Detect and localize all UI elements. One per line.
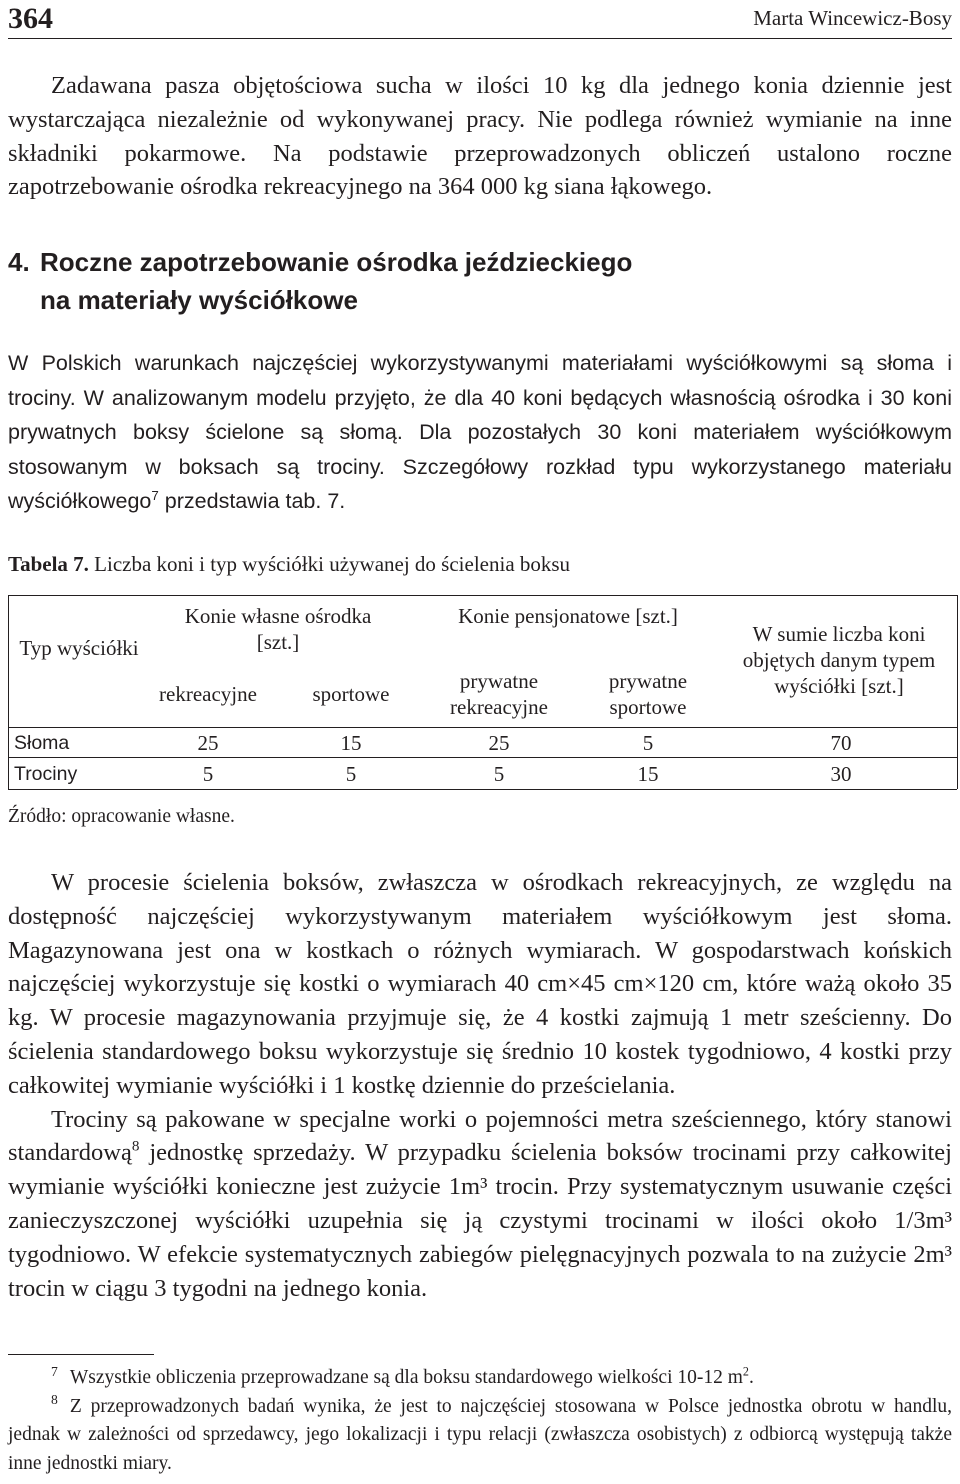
footnotes <box>8 1364 952 1478</box>
section-paragraph-main: W Polskich warunkach najczęściej wykorzystywanymi materiałami wyściółkowymi są słoma i trociny. W analizowanym modelu przyjęto, że dla 40 koni będących własnością ośrodka i 30 koni prywatnych boksy ścielone są słomą. Dla pozostałych 30 koni materiałem wyściółkowym stosowanym w boksach są trociny. Szczegółowy rozkład typu wykorzystanego materiału wyściółkowego <box>8 351 952 514</box>
footnote-7 <box>8 1364 952 1393</box>
section-paragraph-tail: przedstawia tab. 7. <box>158 489 346 514</box>
table-header-boarding-horses: Konie pensjonatowe [szt.] <box>458 604 678 628</box>
table-cell: 25 <box>488 731 510 755</box>
paragraph-sawdust-b: jednostkę sprzedaży. W przypadku ścielenia boksów trocinami przy całkowitej wymianie wyściółki konieczne jest zużycie 1m³ trocin. Przy systematycznym usuwanie części zanieczyszczonej wyściółki uzupełnia się ją czystymi trocinami w ilości około 1/3m³ tygodniowo. W efekcie systematycznych zabiegów pielęgnacyjnych pozwala to na zużycie 2m³ trocin w ciągu 3 tygodni na jednego konia. <box>8 1139 952 1302</box>
footnote-end: . <box>748 1367 754 1388</box>
paragraph-sawdust-a: Trociny są pakowane w specjalne worki o pojemności metra sześciennego, który stanowi standardową <box>8 1105 952 1167</box>
table-cell: 5 <box>493 762 505 786</box>
body-paragraphs <box>8 866 952 1305</box>
table-cell: 70 <box>830 731 852 755</box>
table-subheader-private-sport: prywatne sportowe <box>608 669 688 719</box>
data-table <box>8 595 957 792</box>
footnote-text: Z przeprowadzonych badań wynika, że jest to najczęściej stosowana w Polsce jednostka obrotu w handlu, jednak w zależności od sprzedawcy, jego lokalizacji i typu relacji (zwłaszcza osobistych) z odbiorcą występują także inne jednostki miary. <box>8 1395 952 1474</box>
table-subheader-recreational: rekreacyjne <box>159 682 257 706</box>
footnote-superscript: 2 <box>742 1364 749 1379</box>
section-paragraph-block <box>8 346 952 519</box>
table-cell: 5 <box>202 762 214 786</box>
table-cell: 5 <box>642 731 654 755</box>
table-cell: 15 <box>637 762 659 786</box>
table-header-type: Typ wyściółki <box>19 636 139 660</box>
footnote-8 <box>8 1393 952 1479</box>
footnote-mark: 8 <box>51 1392 58 1408</box>
table-cell: 5 <box>345 762 357 786</box>
paragraph-straw: W procesie ścielenia boksów, zwłaszcza w ośrodkach rekreacyjnych, ze względu na dostępność najczęściej wykorzystywanym materiałem wyściółkowym jest słoma. Magazynowana jest ona w kostkach o różnych wymiarach. W gospodarstwach końskich najczęściej wykorzystuje się kostki o wymiarach 40 cm×45 cm×120 cm, które ważą około 35 kg. W procesie magazynowania przyjmuje się, że 4 kostki zajmują 1 metr sześcienny. Do ścielenia standardowego boksu wykorzystuje się średnio 10 kostek tygodniowo, 4 kostki przy całkowitej wymianie wyściółki i 1 kostkę dziennie do prześcielania. <box>8 869 952 1099</box>
table-cell: 15 <box>340 731 362 755</box>
section-heading <box>8 243 952 319</box>
table-header-own-horses: Konie własne ośrodka [szt.] <box>184 604 372 654</box>
footnote-separator <box>8 1354 154 1355</box>
page-number: 364 <box>8 2 53 35</box>
running-header <box>8 0 952 39</box>
running-author: Marta Wincewicz-Bosy <box>753 6 952 30</box>
table-header-total: W sumie liczba koni objętych danym typem wyściółki [szt.] <box>742 622 936 698</box>
footnote-ref-8: 8 <box>131 1137 140 1155</box>
section-title-line2: na materiały wyściółkowe <box>40 285 358 315</box>
table-cell: 30 <box>830 762 852 786</box>
section-number: 4. <box>8 247 30 277</box>
table-row-straw-type: Słoma <box>14 732 70 754</box>
intro-paragraph: Zadawana pasza objętościowa sucha w ilości 10 kg dla jednego konia dziennie jest wystarczająca niezależnie od wykonywanej pracy. Nie podlega również wymianie na inne składniki pokarmowe. Na podstawie przeprowadzonych obliczeń ustalono roczne zapotrzebowanie ośrodka rekreacyjnego na 364 000 kg siana łąkowego. <box>8 72 952 201</box>
table-row-sawdust-type: Trociny <box>14 763 78 785</box>
table-source: Źródło: opracowanie własne. <box>8 806 235 827</box>
paragraph-sawdust <box>8 1103 952 1306</box>
footnote-mark: 7 <box>51 1363 58 1379</box>
table-caption-label: Tabela 7. <box>8 552 89 576</box>
table-subheader-private-recreational: prywatne rekreacyjne <box>450 669 548 719</box>
table-cell: 25 <box>197 731 219 755</box>
intro-paragraph-block <box>8 69 952 204</box>
table-subheader-sport: sportowe <box>312 682 390 706</box>
table-caption <box>8 551 952 577</box>
section-title <box>8 243 952 319</box>
table-caption-text: Liczba koni i typ wyściółki używanej do ścielenia boksu <box>88 552 571 576</box>
section-paragraph <box>8 346 952 519</box>
section-title-line1: Roczne zapotrzebowanie ośrodka jeździeckiego <box>40 247 633 277</box>
footnote-ref-7: 7 <box>151 488 159 504</box>
footnote-text: Wszystkie obliczenia przeprowadzane są dla boksu standardowego wielkości 10-12 m <box>69 1367 743 1388</box>
